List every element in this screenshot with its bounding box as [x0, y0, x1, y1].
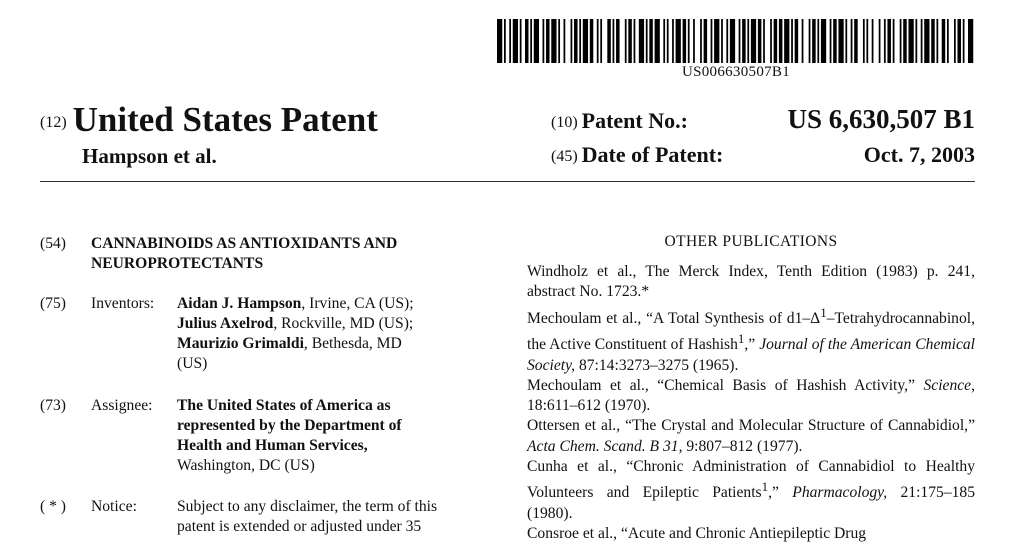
- barcode-bar: [751, 19, 756, 63]
- barcode-bar: [655, 19, 660, 63]
- notice-line: Subject to any disclaimer, the term of this: [177, 498, 438, 515]
- inid-code: (45): [551, 148, 578, 165]
- barcode-bar: [851, 19, 853, 63]
- barcode-bar: [607, 19, 611, 63]
- inid-code: (10): [551, 114, 578, 131]
- inid-code: (73): [40, 397, 66, 414]
- barcode-bar: [963, 19, 965, 63]
- reference-text: Mechoulam et al., “Chemical Basis of Hashish Activity,”: [527, 376, 924, 394]
- barcode-bar: [530, 19, 532, 63]
- barcode-bar: [854, 19, 858, 63]
- barcode-bar: [802, 19, 804, 63]
- barcode-bar: [833, 19, 837, 63]
- barcode-bar: [579, 19, 581, 63]
- barcode-bar: [546, 19, 550, 63]
- reference-text: Mechoulam et al., “A Total Synthesis of d1–Δ: [527, 309, 821, 327]
- barcode-bar: [817, 19, 819, 63]
- barcode-bar: [954, 19, 956, 63]
- journal-name: Pharmacology,: [792, 484, 888, 502]
- barcode-bar: [628, 19, 632, 63]
- patent-number: US 6,630,507 B1: [787, 104, 975, 134]
- other-publications-heading: OTHER PUBLICATIONS: [664, 233, 838, 250]
- barcode-bar: [812, 19, 816, 63]
- barcode-bar: [613, 19, 615, 63]
- superscript: 1: [761, 479, 769, 495]
- inventor-name: Aidan J. Hampson: [177, 295, 302, 312]
- inid-code: (54): [40, 235, 66, 252]
- barcode-bar: [763, 19, 765, 63]
- barcode-bar: [497, 19, 502, 63]
- barcode-bar: [730, 19, 735, 63]
- barcode-bar: [616, 19, 620, 63]
- barcode-bar: [504, 19, 506, 63]
- barcode-bar: [590, 19, 594, 63]
- barcode-bar: [639, 19, 644, 63]
- barcode-bar: [968, 19, 973, 63]
- inventor-location: , Rockville, MD (US);: [273, 315, 414, 332]
- journal-name: Science,: [923, 376, 975, 394]
- barcode-bar: [742, 19, 746, 63]
- patent-number-row: [551, 104, 975, 136]
- date-of-patent-label: [551, 142, 723, 168]
- barcode-bar: [821, 19, 826, 63]
- barcode-bar: [957, 19, 961, 63]
- barcode-bar: [634, 19, 636, 63]
- barcode-bar: [931, 19, 935, 63]
- superscript: 1: [820, 304, 827, 320]
- barcode-bar: [520, 19, 522, 63]
- notice-text: [177, 497, 490, 537]
- barcode-bar: [513, 19, 518, 63]
- publications-list: [527, 262, 975, 544]
- date-of-patent: Oct. 7, 2003: [863, 142, 975, 167]
- patent-number-label-text: Patent No.:: [581, 108, 688, 133]
- inventor-location-continued: (US): [177, 355, 208, 372]
- barcode-bar: [571, 19, 573, 63]
- authors: Hampson et al.: [82, 144, 217, 168]
- barcode-bar: [908, 19, 913, 63]
- notice-line: patent is extended or adjusted under 35: [177, 518, 422, 535]
- barcode-bar: [774, 19, 778, 63]
- publication-reference: [527, 416, 975, 457]
- barcode-bar: [726, 19, 728, 63]
- barcode-bar: [784, 19, 789, 63]
- inventor: [177, 294, 490, 314]
- inventor-location: , Bethesda, MD: [303, 335, 402, 352]
- assignee-line: The United States of America as: [177, 397, 391, 414]
- barcode-bar: [893, 19, 895, 63]
- inventor-name: Julius Axelrod: [177, 315, 274, 332]
- patent-type: United States Patent: [72, 100, 378, 139]
- barcode-bar: [838, 19, 843, 63]
- assignee: [177, 396, 490, 476]
- barcode-bar: [597, 19, 599, 63]
- reference-text: 21:175–185 (1980).: [527, 484, 976, 522]
- publication-reference: [527, 262, 975, 303]
- barcode-bar: [714, 19, 719, 63]
- reference-text: Consroe et al., “Acute and Chronic Antiepileptic Drug: [527, 525, 867, 543]
- title-line: CANNABINOIDS AS ANTIOXIDANTS AND: [91, 235, 398, 252]
- barcode-bar: [543, 19, 545, 63]
- barcode-bar: [887, 19, 891, 63]
- title-line: NEUROPROTECTANTS: [91, 255, 264, 272]
- publication-reference: [527, 376, 975, 417]
- barcode-bar: [534, 19, 539, 63]
- barcode-bar: [683, 19, 687, 63]
- barcode-bar: [884, 19, 886, 63]
- reference-text: Cunha et al., “Chronic Administration of Cannabidiol to Healthy Volunteers and Epileptic Patients: [527, 458, 975, 502]
- barcode-bar: [879, 19, 881, 63]
- barcode-bar: [672, 19, 674, 63]
- barcode-bar: [747, 19, 749, 63]
- barcode-bar: [770, 19, 772, 63]
- inventors-field: [40, 294, 490, 378]
- barcode-bar: [809, 19, 811, 63]
- barcode-bar: [947, 19, 949, 63]
- date-of-patent-label-text: Date of Patent:: [581, 142, 724, 167]
- barcode-bar: [779, 19, 783, 63]
- inventor: [177, 334, 490, 354]
- inventor-location: , Irvine, CA (US);: [301, 295, 414, 312]
- barcode-bar: [667, 19, 669, 63]
- barcode-number: US006630507B1: [681, 64, 791, 80]
- reference-text: 87:14:3273–3275 (1965).: [575, 356, 739, 374]
- barcode-bar: [903, 19, 907, 63]
- barcode-bar: [700, 19, 702, 63]
- barcode-bar: [649, 19, 653, 63]
- date-of-patent-row: [551, 142, 975, 170]
- invention-title: [91, 234, 481, 274]
- barcode-bar: [739, 19, 741, 63]
- assignee-line: Health and Human Services,: [177, 437, 368, 454]
- journal-name: Journal of the American Chemical Society,: [527, 336, 976, 374]
- barcode-bar: [921, 19, 923, 63]
- barcode-bar: [600, 19, 602, 63]
- barcode-bar: [583, 19, 588, 63]
- barcode-bar: [845, 19, 847, 63]
- inventors-label: Inventors:: [91, 295, 155, 312]
- barcode-bar: [574, 19, 578, 63]
- barcode-bar: [872, 19, 874, 63]
- publication-reference: [527, 303, 975, 376]
- barcode-bar: [646, 19, 648, 63]
- barcode-bar: [509, 19, 511, 63]
- barcode-bar: [558, 19, 560, 63]
- barcode-bar: [915, 19, 917, 63]
- barcode-bar: [863, 19, 865, 63]
- notice-label: Notice:: [91, 498, 137, 515]
- inventor-name: Maurizio Grimaldi: [177, 335, 304, 352]
- barcode-bar: [688, 19, 690, 63]
- barcode-bar: [663, 19, 665, 63]
- inid-code: (75): [40, 295, 66, 312]
- assignee-line: represented by the Department of: [177, 417, 402, 434]
- header-divider: [40, 181, 975, 182]
- inventor: [177, 314, 490, 334]
- patent-type-title: [40, 100, 378, 140]
- publication-reference: [527, 524, 975, 544]
- title-field: [40, 234, 480, 278]
- assignee-label: Assignee:: [91, 397, 153, 414]
- patent-number-label: [551, 108, 688, 134]
- superscript: 1: [737, 331, 745, 347]
- barcode: [497, 19, 975, 63]
- reference-text: Ottersen et al., “The Crystal and Molecular Structure of Cannabidiol,”: [527, 417, 975, 435]
- reference-text: ,”: [768, 484, 793, 502]
- assignee-field: [40, 396, 490, 480]
- barcode-bar: [942, 19, 946, 63]
- barcode-bar: [693, 19, 695, 63]
- barcode-bar: [625, 19, 627, 63]
- barcode-bar: [900, 19, 902, 63]
- inid-code: (12): [40, 114, 67, 131]
- reference-text: ,”: [744, 336, 760, 354]
- barcode-bar: [704, 19, 708, 63]
- inid-code: ( * ): [40, 498, 66, 515]
- barcode-bar: [795, 19, 799, 63]
- barcode-bar: [936, 19, 938, 63]
- reference-text: –Tetrahydrocannabinol, the Active Constituent of Hashish: [527, 309, 975, 354]
- reference-text: 9:807–812 (1977).: [682, 437, 803, 455]
- barcode-bar: [830, 19, 832, 63]
- barcode-bar: [924, 19, 929, 63]
- barcode-bar: [551, 19, 556, 63]
- journal-name: Acta Chem. Scand. B 31,: [527, 437, 683, 455]
- reference-text: 18:611–612 (1970).: [527, 397, 651, 415]
- barcode-bar: [758, 19, 762, 63]
- barcode-bar: [676, 19, 681, 63]
- publication-reference: [527, 457, 975, 524]
- assignee-location: Washington, DC (US): [177, 457, 315, 474]
- barcode-bar: [564, 19, 566, 63]
- barcode-bar: [525, 19, 529, 63]
- barcode-bar: [721, 19, 723, 63]
- reference-text: Windholz et al., The Merck Index, Tenth Edition (1983) p. 241, abstract No. 1723.*: [527, 263, 975, 301]
- barcode-bar: [866, 19, 868, 63]
- notice-field: [40, 497, 490, 541]
- barcode-bar: [791, 19, 793, 63]
- barcode-bar: [711, 19, 713, 63]
- inventors-list: [177, 294, 490, 374]
